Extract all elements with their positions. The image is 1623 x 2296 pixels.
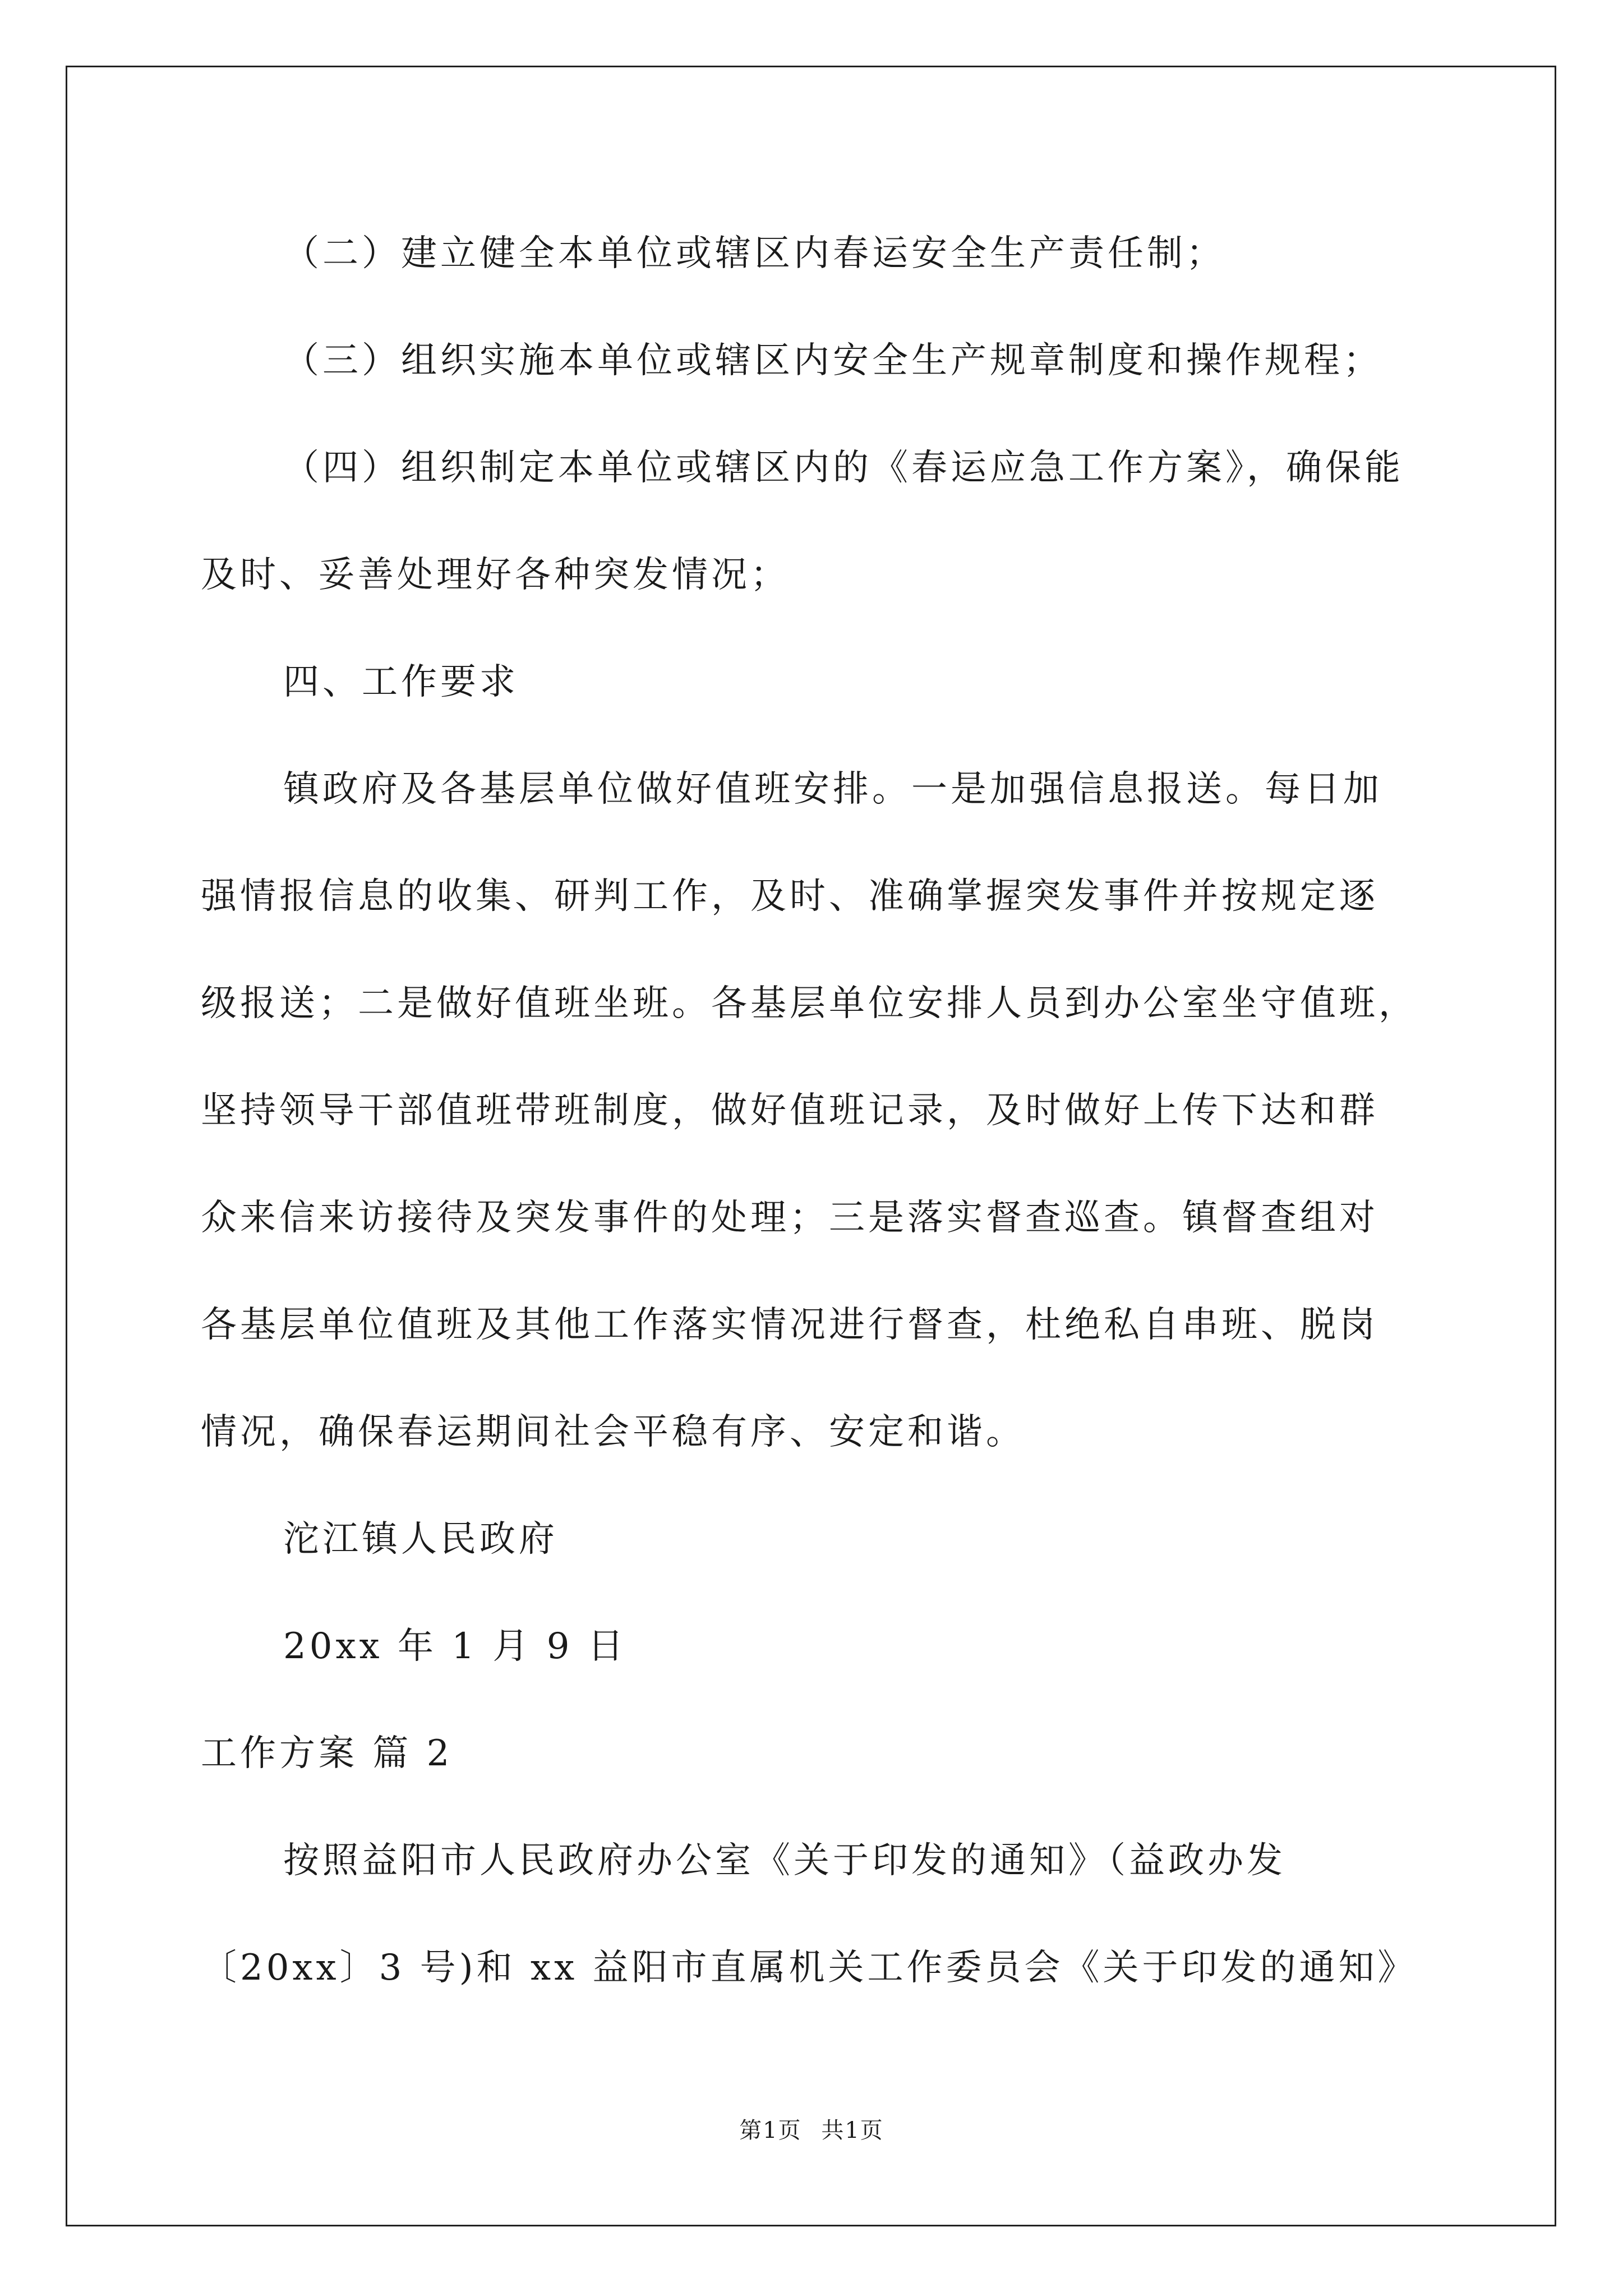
paragraph-line: 〔20xx〕3 号)和 xx 益阳市直属机关工作委员会《关于印发的通知》 xyxy=(201,1947,1417,1989)
page-number: 第1页 xyxy=(739,2118,802,2143)
page-footer xyxy=(0,2119,1623,2142)
paragraph-line: 众来信来访接待及突发事件的处理；三是落实督查巡查。镇督查组对 xyxy=(201,1197,1378,1239)
signature-date: 20xx 年 1 月 9 日 xyxy=(283,1626,627,1667)
page-total: 共1页 xyxy=(821,2118,884,2143)
paragraph-line: 各基层单位值班及其他工作落实情况进行督查，杜绝私自串班、脱岗 xyxy=(201,1304,1378,1346)
paragraph-line: 坚持领导干部值班带班制度，做好值班记录，及时做好上传下达和群 xyxy=(201,1090,1378,1131)
paragraph-line: 及时、妥善处理好各种突发情况； xyxy=(201,554,790,596)
signature-organization: 沱江镇人民政府 xyxy=(283,1519,558,1560)
paragraph-line: 镇政府及各基层单位做好值班安排。一是加强信息报送。每日加 xyxy=(283,769,1382,810)
paragraph-line: 按照益阳市人民政府办公室《关于印发的通知》（益政办发 xyxy=(283,1840,1286,1881)
section-heading: 四、工作要求 xyxy=(283,661,519,703)
paragraph-line: 情况，确保春运期间社会平稳有序、安定和谐。 xyxy=(201,1411,1025,1453)
paragraph-line: 级报送；二是做好值班坐班。各基层单位安排人员到办公室坐守值班， xyxy=(201,983,1418,1024)
paragraph-line: 强情报信息的收集、研判工作，及时、准确掌握突发事件并按规定逐 xyxy=(201,876,1378,917)
section-title: 工作方案 篇 2 xyxy=(201,1733,453,1774)
paragraph-line: （四）组织制定本单位或辖区内的《春运应急工作方案》，确保能 xyxy=(283,447,1404,489)
paragraph-line: （二）建立健全本单位或辖区内春运安全生产责任制； xyxy=(283,233,1225,274)
paragraph-line: （三）组织实施本单位或辖区内安全生产规章制度和操作规程； xyxy=(283,340,1382,381)
page-border xyxy=(66,66,1556,2226)
